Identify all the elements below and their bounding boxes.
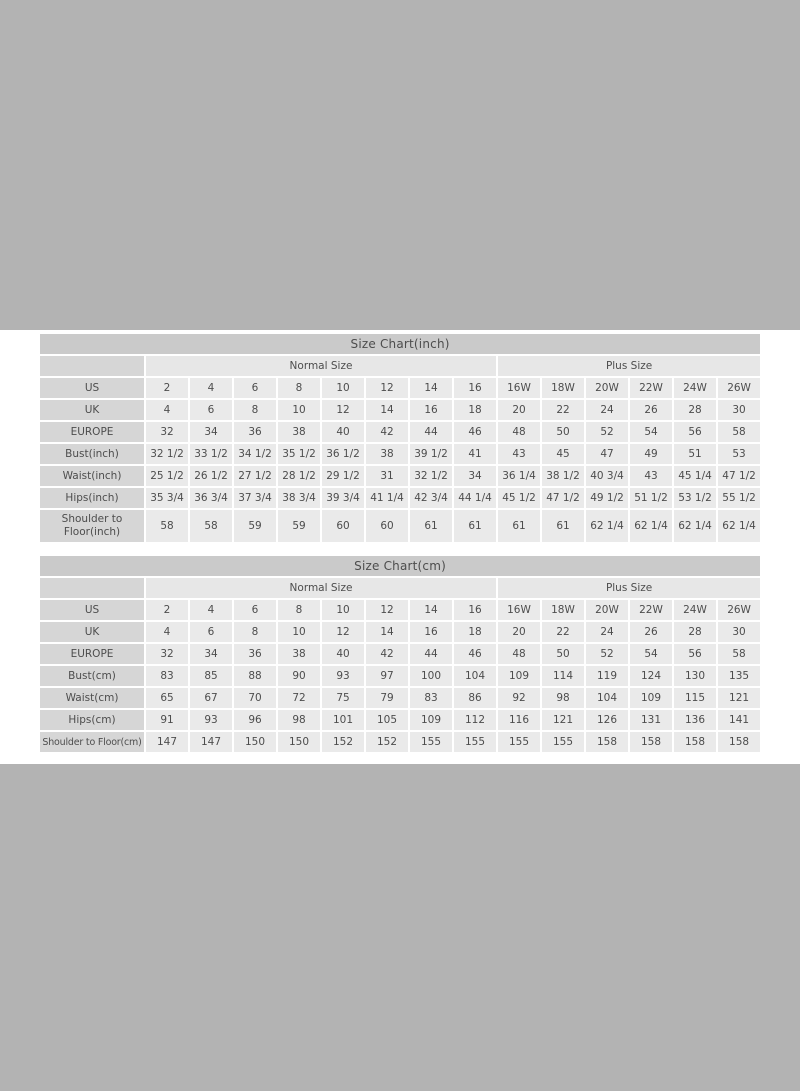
size-value: 36 1/4 (498, 466, 540, 486)
size-value: 61 (498, 510, 540, 542)
size-value: 16 (454, 600, 496, 620)
size-value: 22 (542, 400, 584, 420)
table-row (40, 400, 760, 420)
size-value: 121 (542, 710, 584, 730)
size-value: 53 1/2 (674, 488, 716, 508)
table-title: Size Chart(cm) (40, 556, 760, 576)
size-value: 34 1/2 (234, 444, 276, 464)
size-value: 14 (366, 622, 408, 642)
size-value: 26W (718, 378, 760, 398)
size-value: 6 (234, 378, 276, 398)
group-header-row (40, 356, 760, 376)
table-row (40, 422, 760, 442)
table-row (40, 466, 760, 486)
group-header-row (40, 578, 760, 598)
size-value: 83 (146, 666, 188, 686)
table-row (40, 732, 760, 752)
size-value: 20W (586, 600, 628, 620)
size-value: 45 1/4 (674, 466, 716, 486)
size-value: 49 (630, 444, 672, 464)
size-value: 4 (146, 400, 188, 420)
size-value: 34 (190, 422, 232, 442)
table-row (40, 378, 760, 398)
size-value: 109 (410, 710, 452, 730)
size-value: 14 (410, 378, 452, 398)
size-value: 48 (498, 422, 540, 442)
size-value: 91 (146, 710, 188, 730)
size-value: 50 (542, 644, 584, 664)
size-chart-inch-table (38, 332, 762, 544)
size-value: 124 (630, 666, 672, 686)
table-row (40, 444, 760, 464)
size-value: 40 (322, 644, 364, 664)
size-value: 6 (190, 400, 232, 420)
size-value: 38 (366, 444, 408, 464)
size-value: 14 (410, 600, 452, 620)
size-value: 47 1/2 (718, 466, 760, 486)
size-value: 121 (718, 688, 760, 708)
size-value: 24W (674, 378, 716, 398)
size-value: 2 (146, 600, 188, 620)
row-label: Shoulder to Floor(cm) (40, 732, 144, 752)
size-value: 152 (366, 732, 408, 752)
size-value: 16 (410, 400, 452, 420)
size-value: 16 (410, 622, 452, 642)
size-value: 58 (718, 422, 760, 442)
size-value: 38 (278, 644, 320, 664)
size-value: 51 1/2 (630, 488, 672, 508)
size-value: 26 (630, 622, 672, 642)
size-value: 93 (322, 666, 364, 686)
size-value: 36 1/2 (322, 444, 364, 464)
table-row (40, 688, 760, 708)
size-value: 55 1/2 (718, 488, 760, 508)
size-value: 152 (322, 732, 364, 752)
size-value: 46 (454, 422, 496, 442)
table-title-row (40, 334, 760, 354)
size-value: 52 (586, 422, 628, 442)
size-value: 83 (410, 688, 452, 708)
size-chart-panel (0, 330, 800, 764)
size-value: 155 (498, 732, 540, 752)
size-value: 42 (366, 422, 408, 442)
size-value: 31 (366, 466, 408, 486)
size-value: 16W (498, 378, 540, 398)
size-value: 88 (234, 666, 276, 686)
size-value: 158 (718, 732, 760, 752)
size-value: 114 (542, 666, 584, 686)
size-value: 29 1/2 (322, 466, 364, 486)
size-value: 61 (542, 510, 584, 542)
size-value: 135 (718, 666, 760, 686)
size-value: 41 1/4 (366, 488, 408, 508)
size-value: 34 (454, 466, 496, 486)
size-value: 12 (366, 378, 408, 398)
corner-cell (40, 578, 144, 598)
size-value: 6 (190, 622, 232, 642)
size-value: 38 3/4 (278, 488, 320, 508)
size-value: 20 (498, 400, 540, 420)
size-value: 26 1/2 (190, 466, 232, 486)
size-value: 104 (586, 688, 628, 708)
size-value: 33 1/2 (190, 444, 232, 464)
size-value: 54 (630, 422, 672, 442)
group-header: Normal Size (146, 356, 496, 376)
size-value: 28 (674, 622, 716, 642)
size-value: 20W (586, 378, 628, 398)
size-value: 126 (586, 710, 628, 730)
size-value: 62 1/4 (630, 510, 672, 542)
row-label: Waist(inch) (40, 466, 144, 486)
size-value: 158 (630, 732, 672, 752)
size-value: 79 (366, 688, 408, 708)
size-value: 26 (630, 400, 672, 420)
size-value: 35 1/2 (278, 444, 320, 464)
size-value: 32 1/2 (410, 466, 452, 486)
size-value: 10 (278, 400, 320, 420)
size-value: 44 (410, 422, 452, 442)
size-value: 20 (498, 622, 540, 642)
size-value: 24W (674, 600, 716, 620)
size-value: 96 (234, 710, 276, 730)
size-value: 44 (410, 644, 452, 664)
size-value: 35 3/4 (146, 488, 188, 508)
row-label: Waist(cm) (40, 688, 144, 708)
size-value: 147 (146, 732, 188, 752)
size-value: 62 1/4 (674, 510, 716, 542)
size-value: 8 (234, 400, 276, 420)
row-label: Bust(inch) (40, 444, 144, 464)
size-value: 41 (454, 444, 496, 464)
size-value: 25 1/2 (146, 466, 188, 486)
corner-cell (40, 356, 144, 376)
row-label: Hips(cm) (40, 710, 144, 730)
size-chart-tables (0, 330, 800, 754)
size-value: 61 (454, 510, 496, 542)
size-value: 47 1/2 (542, 488, 584, 508)
size-value: 109 (630, 688, 672, 708)
size-value: 8 (234, 622, 276, 642)
size-value: 36 (234, 422, 276, 442)
size-value: 12 (322, 400, 364, 420)
table-row (40, 666, 760, 686)
size-value: 32 1/2 (146, 444, 188, 464)
row-label: UK (40, 622, 144, 642)
table-row (40, 510, 760, 542)
row-label: EUROPE (40, 644, 144, 664)
size-value: 112 (454, 710, 496, 730)
table-row (40, 710, 760, 730)
group-header: Plus Size (498, 578, 760, 598)
size-value: 131 (630, 710, 672, 730)
size-value: 24 (586, 622, 628, 642)
size-value: 72 (278, 688, 320, 708)
size-value: 27 1/2 (234, 466, 276, 486)
size-value: 44 1/4 (454, 488, 496, 508)
size-value: 18 (454, 400, 496, 420)
row-label: US (40, 378, 144, 398)
size-value: 115 (674, 688, 716, 708)
size-value: 155 (542, 732, 584, 752)
size-value: 22W (630, 378, 672, 398)
row-label: Shoulder to Floor(inch) (40, 510, 144, 542)
size-value: 51 (674, 444, 716, 464)
size-value: 22 (542, 622, 584, 642)
table-row (40, 600, 760, 620)
size-value: 8 (278, 600, 320, 620)
size-value: 30 (718, 622, 760, 642)
size-value: 45 1/2 (498, 488, 540, 508)
size-value: 49 1/2 (586, 488, 628, 508)
size-value: 38 1/2 (542, 466, 584, 486)
size-value: 38 (278, 422, 320, 442)
size-value: 45 (542, 444, 584, 464)
size-value: 46 (454, 644, 496, 664)
size-value: 93 (190, 710, 232, 730)
size-value: 12 (322, 622, 364, 642)
size-value: 43 (498, 444, 540, 464)
size-value: 141 (718, 710, 760, 730)
table-title: Size Chart(inch) (40, 334, 760, 354)
size-value: 8 (278, 378, 320, 398)
size-value: 98 (542, 688, 584, 708)
table-row (40, 488, 760, 508)
size-value: 158 (586, 732, 628, 752)
size-value: 47 (586, 444, 628, 464)
table-title-row (40, 556, 760, 576)
row-label: UK (40, 400, 144, 420)
size-value: 24 (586, 400, 628, 420)
size-value: 54 (630, 644, 672, 664)
size-value: 32 (146, 644, 188, 664)
size-value: 32 (146, 422, 188, 442)
size-value: 65 (146, 688, 188, 708)
size-value: 16W (498, 600, 540, 620)
size-value: 75 (322, 688, 364, 708)
size-value: 61 (410, 510, 452, 542)
size-value: 147 (190, 732, 232, 752)
size-value: 130 (674, 666, 716, 686)
table-row (40, 644, 760, 664)
size-value: 48 (498, 644, 540, 664)
size-value: 12 (366, 600, 408, 620)
size-value: 58 (190, 510, 232, 542)
size-value: 39 1/2 (410, 444, 452, 464)
size-value: 60 (322, 510, 364, 542)
group-header: Normal Size (146, 578, 496, 598)
size-value: 30 (718, 400, 760, 420)
size-value: 28 1/2 (278, 466, 320, 486)
size-value: 56 (674, 422, 716, 442)
size-value: 58 (718, 644, 760, 664)
size-value: 116 (498, 710, 540, 730)
size-value: 10 (322, 378, 364, 398)
size-value: 39 3/4 (322, 488, 364, 508)
size-value: 10 (278, 622, 320, 642)
size-value: 59 (278, 510, 320, 542)
size-value: 92 (498, 688, 540, 708)
size-value: 90 (278, 666, 320, 686)
size-value: 42 3/4 (410, 488, 452, 508)
size-value: 2 (146, 378, 188, 398)
size-value: 37 3/4 (234, 488, 276, 508)
size-value: 36 (234, 644, 276, 664)
size-value: 18W (542, 600, 584, 620)
size-value: 34 (190, 644, 232, 664)
size-value: 4 (190, 600, 232, 620)
size-value: 42 (366, 644, 408, 664)
size-value: 56 (674, 644, 716, 664)
size-value: 52 (586, 644, 628, 664)
size-value: 109 (498, 666, 540, 686)
size-value: 40 (322, 422, 364, 442)
size-value: 101 (322, 710, 364, 730)
size-value: 14 (366, 400, 408, 420)
size-value: 62 1/4 (718, 510, 760, 542)
group-header: Plus Size (498, 356, 760, 376)
row-label: EUROPE (40, 422, 144, 442)
size-value: 18 (454, 622, 496, 642)
size-value: 155 (410, 732, 452, 752)
size-value: 98 (278, 710, 320, 730)
size-value: 155 (454, 732, 496, 752)
size-value: 4 (146, 622, 188, 642)
size-value: 6 (234, 600, 276, 620)
size-value: 50 (542, 422, 584, 442)
size-value: 53 (718, 444, 760, 464)
size-value: 97 (366, 666, 408, 686)
size-value: 62 1/4 (586, 510, 628, 542)
size-value: 150 (278, 732, 320, 752)
size-value: 67 (190, 688, 232, 708)
size-value: 40 3/4 (586, 466, 628, 486)
table-row (40, 622, 760, 642)
row-label: Bust(cm) (40, 666, 144, 686)
row-label: Hips(inch) (40, 488, 144, 508)
size-value: 10 (322, 600, 364, 620)
size-value: 26W (718, 600, 760, 620)
size-value: 60 (366, 510, 408, 542)
size-value: 18W (542, 378, 584, 398)
size-value: 150 (234, 732, 276, 752)
size-value: 104 (454, 666, 496, 686)
size-value: 136 (674, 710, 716, 730)
row-label: US (40, 600, 144, 620)
size-value: 22W (630, 600, 672, 620)
size-value: 100 (410, 666, 452, 686)
size-value: 28 (674, 400, 716, 420)
size-value: 59 (234, 510, 276, 542)
size-value: 16 (454, 378, 496, 398)
size-value: 105 (366, 710, 408, 730)
size-value: 119 (586, 666, 628, 686)
size-value: 70 (234, 688, 276, 708)
size-value: 4 (190, 378, 232, 398)
size-value: 158 (674, 732, 716, 752)
size-value: 86 (454, 688, 496, 708)
size-value: 43 (630, 466, 672, 486)
size-value: 58 (146, 510, 188, 542)
size-value: 36 3/4 (190, 488, 232, 508)
size-value: 85 (190, 666, 232, 686)
size-chart-cm-table (38, 554, 762, 754)
